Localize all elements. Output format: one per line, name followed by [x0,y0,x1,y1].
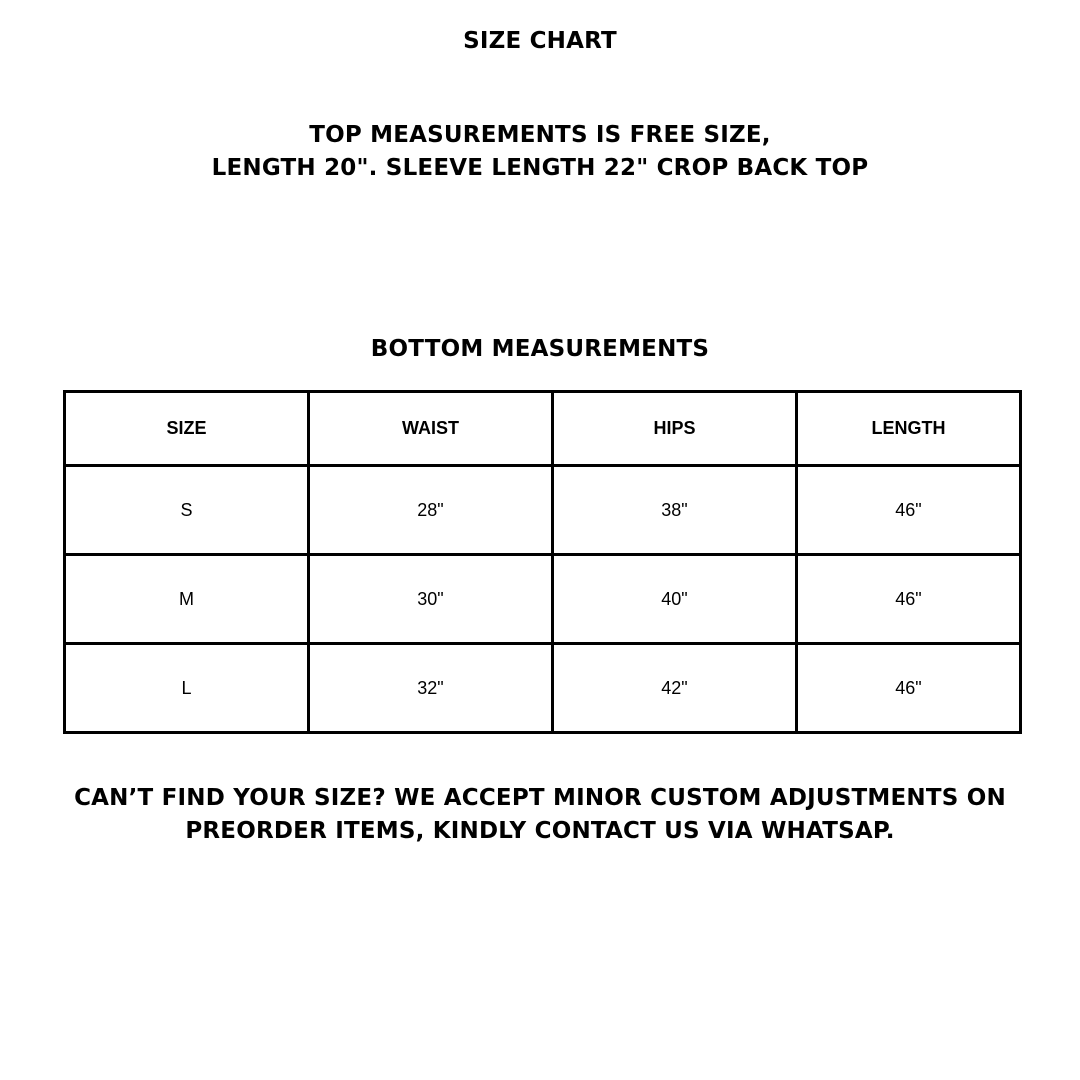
top-note-line-1: TOP MEASUREMENTS IS FREE SIZE, [309,122,771,148]
header-size: SIZE [65,392,309,466]
cell-size: M [65,555,309,644]
header-length: LENGTH [797,392,1021,466]
footer-note-line-2: PREORDER ITEMS, KINDLY CONTACT US VIA WHATSAP. [185,818,895,844]
cell-hips: 38" [553,466,797,555]
cell-waist: 30" [309,555,553,644]
cell-waist: 28" [309,466,553,555]
bottom-measurements-title: BOTTOM MEASUREMENTS [370,336,710,362]
page-title: SIZE CHART [463,28,617,54]
cell-hips: 42" [553,644,797,733]
cell-waist: 32" [309,644,553,733]
cell-hips: 40" [553,555,797,644]
table-row [65,644,1021,733]
cell-size: L [65,644,309,733]
custom-adjustments-note [0,782,1080,848]
cell-length: 46" [797,644,1021,733]
header-hips: HIPS [553,392,797,466]
top-note-line-2: LENGTH 20". SLEEVE LENGTH 22" CROP BACK TOP [211,155,869,181]
top-measurements-note [0,119,1080,185]
table-row [65,555,1021,644]
cell-length: 46" [797,555,1021,644]
bottom-size-table [63,390,1022,734]
table-row [65,466,1021,555]
table-header-row [65,392,1021,466]
cell-length: 46" [797,466,1021,555]
footer-note-line-1: CAN’T FIND YOUR SIZE? WE ACCEPT MINOR CUSTOM ADJUSTMENTS ON [74,785,1006,811]
header-waist: WAIST [309,392,553,466]
cell-size: S [65,466,309,555]
